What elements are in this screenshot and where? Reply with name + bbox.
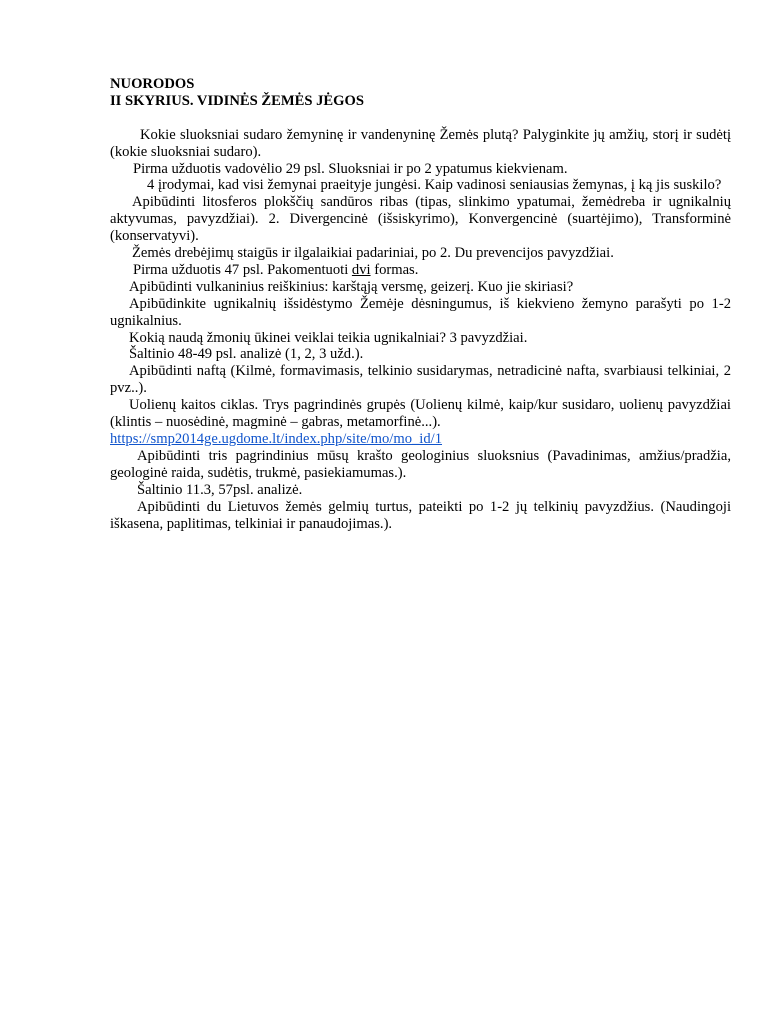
underlined-word: dvi — [351, 261, 371, 278]
reference-link[interactable]: https://smp2014ge.ugdome.lt/index.php/site/mo/mo_id/1 — [110, 431, 443, 448]
paragraph-task-p47-end: formas. — [370, 261, 419, 278]
paragraph-oil: Apibūdinti naftą (Kilmė, formavimasis, telkinio susidarymas, netradicinė nafta, svarbiausi telkiniai, 2 pvz..). — [110, 363, 731, 397]
heading-nuorodos: NUORODOS — [110, 76, 195, 92]
paragraph-task-p47 — [110, 262, 731, 279]
paragraph-source-analysis-11: Šaltinio 11.3, 57psl. analizė. — [137, 481, 303, 498]
paragraph-volcano-distribution: Apibūdinkite ugnikalnių išsidėstymo Žemėje dėsningumus, iš kiekvieno žemyno parašyti po 1-2 ugnikalnius. — [110, 295, 731, 329]
paragraph-volcano-benefits: Kokią naudą žmonių ūkinei veiklai teikia ugnikalniai? 3 pavyzdžiai. — [129, 329, 528, 346]
heading-chapter: II SKYRIUS. VIDINĖS ŽEMĖS JĖGOS — [110, 92, 364, 109]
blank-line — [110, 110, 731, 127]
paragraph-volcanic-phenomena: Apibūdinti vulkaninius reiškinius: karštąją versmę, geizerį. Kuo jie skiriasi? — [129, 278, 574, 295]
paragraph-earth-crust: Kokie sluoksniai sudaro žemyninę ir vandenyninę Žemės plutą? Palyginkite jų amžių, storį ir sudėtį (kokie sluoksniai sudaro). — [110, 126, 731, 160]
document-page — [110, 76, 731, 532]
paragraph-earthquakes: Žemės drebėjimų staigūs ir ilgalaikiai padariniai, po 2. Du prevencijos pavyzdžiai. — [132, 245, 614, 262]
paragraph-link — [110, 431, 731, 448]
paragraph-geological-layers: Apibūdinti tris pagrindinius mūsų krašto geologinius sluoksnius (Pavadinimas, amžius/pradžia, geologinė raida, sudėtis, trukmė, pasiekiamumas.). — [110, 447, 731, 481]
paragraph-task-p29: Pirma užduotis vadovėlio 29 psl. Sluoksniai ir po 2 ypatumus kiekvienam. — [133, 160, 568, 177]
paragraph-rock-cycle: Uolienų kaitos ciklas. Trys pagrindinės grupės (Uolienų kilmė, kaip/kur susidaro, uolienų pavyzdžiai (klintis – nuosėdinė, magminė – gabras, metamorfinė...). — [110, 397, 731, 431]
paragraph-mineral-resources: Apibūdinti du Lietuvos žemės gelmių turtus, pateikti po 1-2 jų telkinių pavyzdžius. (Naudingoji iškasena, paplitimas, telkiniai ir panaudojimas.). — [110, 498, 731, 532]
paragraph-plate-boundaries: Apibūdinti litosferos plokščių sandūros ribas (tipas, slinkimo ypatumai, žemėdreba ir ugnikalnių aktyvumas, pavyzdžiai). 2. Divergencinė (išsiskyrimo), Konvergencinė (suartėjimo), Transforminė (konservatyvi). — [110, 194, 731, 245]
paragraph-continents: 4 įrodymai, kad visi žemynai praeityje jungėsi. Kaip vadinosi seniausias žemynas, į ką jis suskilo? — [147, 177, 722, 194]
paragraph-task-p47-start: Pirma užduotis 47 psl. Pakomentuoti — [133, 261, 352, 278]
paragraph-source-analysis-48: Šaltinio 48-49 psl. analizė (1, 2, 3 užd.). — [129, 346, 364, 363]
